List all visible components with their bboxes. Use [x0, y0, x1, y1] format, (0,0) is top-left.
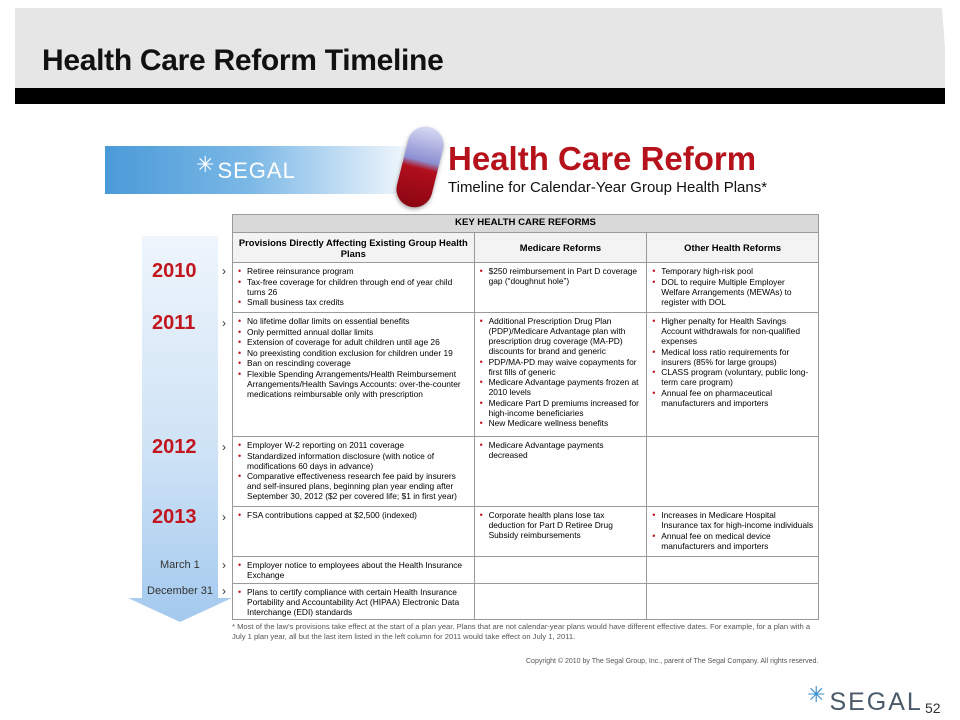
table-row	[233, 437, 819, 507]
list-item: • Additional Prescription Drug Plan (PDP)/Medicare Advantage plan with prescription drug coverage (MA-PD) discounts for brand and generic	[480, 316, 643, 356]
date-label-march-1: March 1	[160, 559, 200, 571]
list-item: • Ban on rescinding coverage	[238, 358, 470, 368]
list-item: • Employer notice to employees about the Health Insurance Exchange	[238, 560, 470, 580]
page-number: 52	[925, 700, 941, 716]
cell-medicare	[474, 263, 647, 313]
list-item: • Plans to certify compliance with certain Health Insurance Portability and Accountability Act (HIPAA) Electronic Data Interchange (EDI) standards	[238, 587, 470, 617]
table-row	[233, 263, 819, 313]
chevron-right-icon: ›	[222, 510, 226, 524]
cell-plans	[233, 263, 475, 313]
cell-plans	[233, 557, 475, 584]
list-item: • Temporary high-risk pool	[652, 266, 814, 276]
list-item: • No lifetime dollar limits on essential benefits	[238, 316, 470, 326]
graphic-title: Health Care Reform	[448, 140, 757, 177]
reform-table	[232, 214, 819, 620]
list-item: • Medicare Part D premiums increased for high-income beneficiaries	[480, 398, 643, 418]
chevron-right-icon: ›	[222, 316, 226, 330]
segal-band-logo	[196, 152, 296, 184]
year-label-2012: 2012	[152, 436, 197, 458]
table-caption-row	[233, 215, 819, 233]
cell-other	[647, 437, 819, 507]
cell-other	[647, 557, 819, 584]
table-caption: KEY HEALTH CARE REFORMS	[233, 215, 819, 233]
chevron-right-icon: ›	[222, 584, 226, 598]
chevron-right-icon: ›	[222, 440, 226, 454]
list-item: • Medicare Advantage payments frozen at 2010 levels	[480, 377, 643, 397]
year-label-2010: 2010	[152, 260, 197, 282]
table-row	[233, 583, 819, 620]
list-item: • Employer W-2 reporting on 2011 coverage	[238, 440, 470, 450]
table-row	[233, 557, 819, 584]
copyright-notice: Copyright © 2010 by The Segal Group, Inc., parent of The Segal Company. All rights reserved.	[526, 658, 819, 665]
segal-star-icon: ✳	[807, 682, 828, 707]
list-item: • Tax-free coverage for children through end of year child turns 26	[238, 277, 470, 297]
list-item: • FSA contributions capped at $2,500 (indexed)	[238, 510, 470, 520]
list-item: • DOL to require Multiple Employer Welfare Arrangements (MEWAs) to register with DOL	[652, 277, 814, 307]
list-item: • No preexisting condition exclusion for children under 19	[238, 348, 470, 358]
table-row	[233, 313, 819, 437]
list-item: • $250 reimbursement in Part D coverage gap (“doughnut hole”)	[480, 266, 643, 286]
cell-medicare	[474, 557, 647, 584]
list-item: • PDP/MA-PD may waive copayments for first fills of generic	[480, 357, 643, 377]
footer-logo	[807, 682, 923, 717]
table-header-row	[233, 233, 819, 263]
segal-star-icon: ✳	[196, 152, 216, 177]
header-divider-bar	[15, 88, 945, 104]
list-item: • Medical loss ratio requirements for insurers (85% for large groups)	[652, 347, 814, 367]
year-label-2013: 2013	[152, 506, 197, 528]
list-item: • Higher penalty for Health Savings Account withdrawals for non-qualified expenses	[652, 316, 814, 346]
cell-other	[647, 263, 819, 313]
cell-plans	[233, 313, 475, 437]
cell-other	[647, 507, 819, 557]
chevron-right-icon: ›	[222, 558, 226, 572]
list-item: • New Medicare wellness benefits	[480, 418, 643, 428]
cell-plans	[233, 507, 475, 557]
date-label-december-31: December 31	[147, 585, 214, 597]
cell-medicare	[474, 437, 647, 507]
slide-title: Health Care Reform Timeline	[42, 44, 444, 77]
column-header-other: Other Health Reforms	[647, 233, 819, 263]
cell-medicare	[474, 507, 647, 557]
cell-other	[647, 583, 819, 620]
footer-logo-text: SEGAL	[829, 688, 923, 716]
year-label-2011: 2011	[152, 312, 196, 334]
table-row	[233, 507, 819, 557]
list-item: • Annual fee on medical device manufacturers and importers	[652, 531, 814, 551]
list-item: • Retiree reinsurance program	[238, 266, 470, 276]
list-item: • Corporate health plans lose tax deduction for Part D Retiree Drug Subsidy reimbursements	[480, 510, 643, 540]
cell-plans	[233, 437, 475, 507]
cell-other	[647, 313, 819, 437]
chevron-right-icon: ›	[222, 264, 226, 278]
graphic-subtitle: Timeline for Calendar-Year Group Health Plans*	[448, 179, 768, 196]
footnote: * Most of the law's provisions take effect at the start of a plan year. Plans that are not calendar-year plans would have different effective dates. For example, for a plan with a July 1 plan year, all but the last item listed in the left column for 2011 would take effect on July 1, 2011.	[232, 622, 811, 641]
list-item: • Extension of coverage for adult children until age 26	[238, 337, 470, 347]
cell-medicare	[474, 313, 647, 437]
column-header-medicare: Medicare Reforms	[474, 233, 647, 263]
list-item: • CLASS program (voluntary, public long-term care program)	[652, 367, 814, 387]
segal-band-logo-text: SEGAL	[217, 158, 296, 183]
list-item: • Comparative effectiveness research fee paid by insurers and self-insured plans, beginning plan year ending after September 30, 2012 ($2 per covered life; $1 in first year)	[238, 471, 470, 501]
cell-plans	[233, 583, 475, 620]
list-item: • Standardized information disclosure (with notice of modifications 60 days in advance)	[238, 451, 470, 471]
list-item: • Annual fee on pharmaceutical manufacturers and importers	[652, 388, 814, 408]
list-item: • Only permitted annual dollar limits	[238, 327, 470, 337]
list-item: • Flexible Spending Arrangements/Health Reimbursement Arrangements/Health Savings Accounts: over-the-counter medications reimbursable only with prescription	[238, 369, 470, 399]
cell-medicare	[474, 583, 647, 620]
list-item: • Medicare Advantage payments decreased	[480, 440, 643, 460]
pill-capsule-icon	[393, 123, 448, 211]
list-item: • Small business tax credits	[238, 297, 470, 307]
column-header-plans: Provisions Directly Affecting Existing Group Health Plans	[233, 233, 475, 263]
list-item: • Increases in Medicare Hospital Insurance tax for high-income individuals	[652, 510, 814, 530]
